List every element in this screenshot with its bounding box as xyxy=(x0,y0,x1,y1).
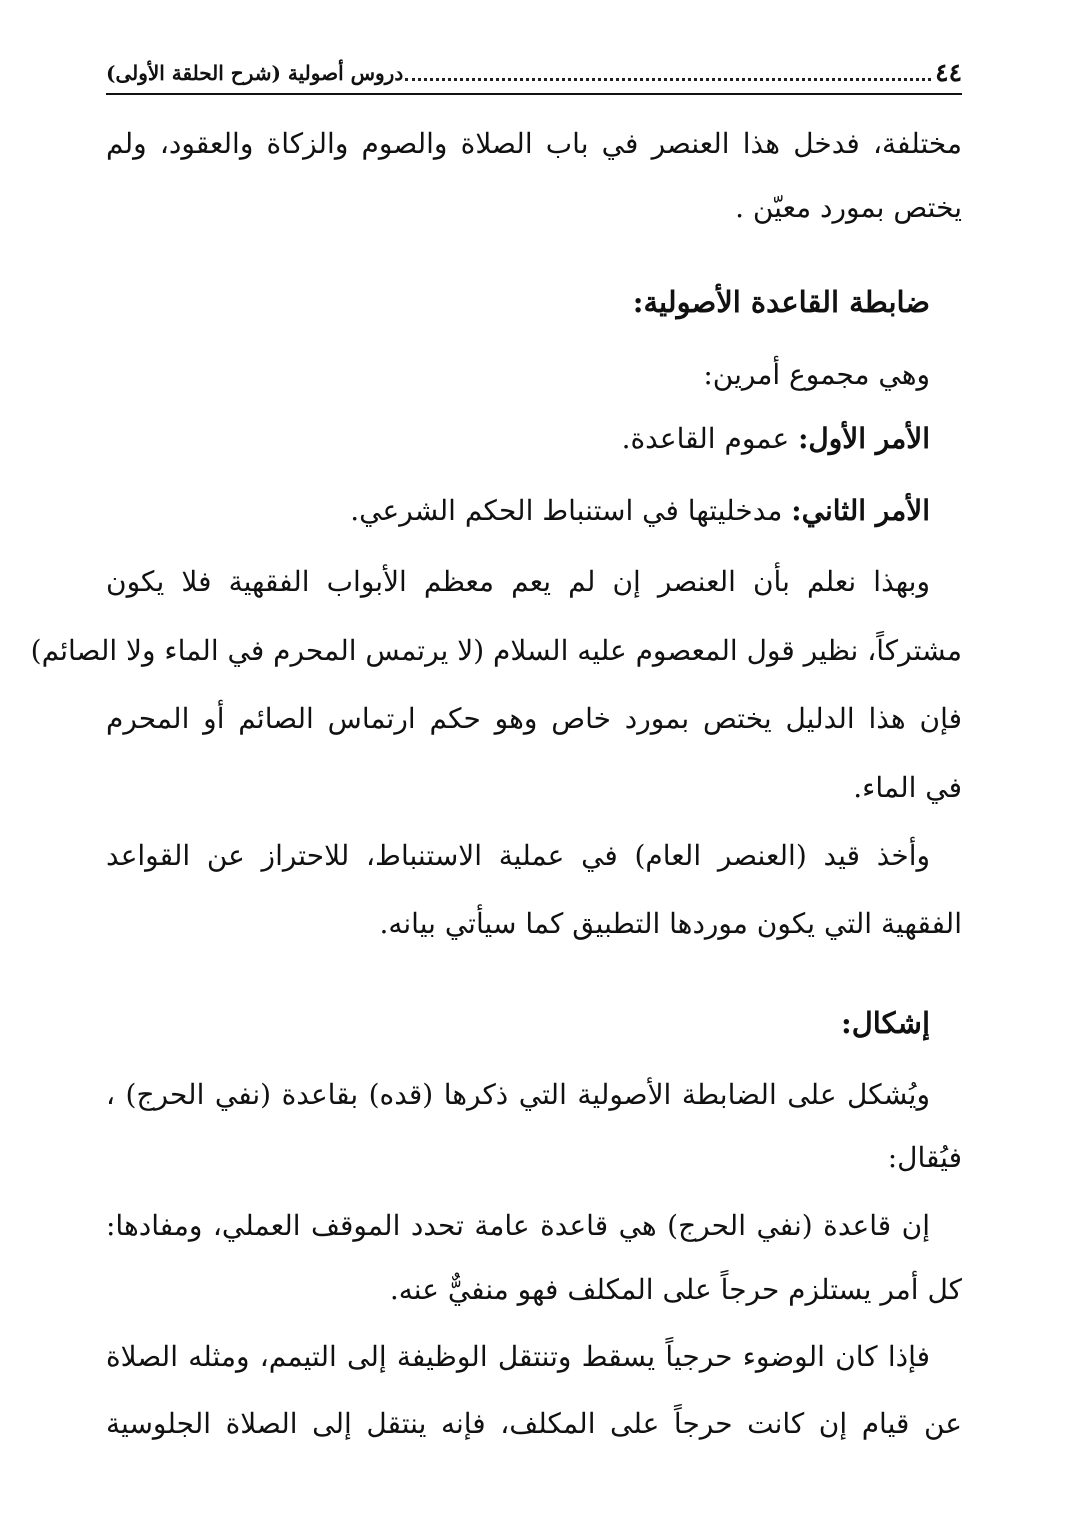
section-heading: إشكال: xyxy=(841,1006,930,1040)
page-number: ٤٤ xyxy=(935,58,962,87)
text-line: فإن هذا الدليل يختص بمورد خاص وهو حكم ارتماس الصائم أو المحرم xyxy=(106,702,962,735)
text-line: الفقهية التي يكون موردها التطبيق كما سيأتي بيانه. xyxy=(379,907,962,940)
text-line: مشتركاً، نظير قول المعصوم عليه السلام (لا يرتمس المحرم في الماء ولا الصائم) xyxy=(30,634,962,667)
text-line: يختص بمورد معيّن . xyxy=(735,191,962,224)
list-item-text: عموم القاعدة. xyxy=(621,422,799,455)
text-line: كل أمر يستلزم حرجاً على المكلف فهو منفيٌّ عنه. xyxy=(389,1273,962,1306)
list-item xyxy=(106,419,962,459)
running-title: دروس أصولية (شرح الحلقة الأولى) xyxy=(106,61,404,85)
list-item-label: الأمر الثاني: xyxy=(791,494,930,527)
text-line: عن قيام إن كانت حرجاً على المكلف، فإنه ينتقل إلى الصلاة الجلوسية xyxy=(106,1407,962,1440)
list-item xyxy=(106,491,962,531)
text-line: مختلفة، فدخل هذا العنصر في باب الصلاة والصوم والزكاة والعقود، ولم xyxy=(106,127,962,160)
text-line: وبهذا نعلم بأن العنصر إن لم يعم معظم الأبواب الفقهية فلا يكون xyxy=(106,565,930,598)
page-header xyxy=(106,44,962,88)
text-line: فإذا كان الوضوء حرجياً يسقط وتنتقل الوظيفة إلى التيمم، ومثله الصلاة xyxy=(106,1340,930,1373)
header-dotted-leader xyxy=(405,78,931,81)
text-line: في الماء. xyxy=(853,771,962,804)
header-rule xyxy=(106,93,962,95)
section-heading: ضابطة القاعدة الأصولية: xyxy=(632,285,930,319)
text-line: ويُشكل على الضابطة الأصولية التي ذكرها (قده) بقاعدة (نفي الحرج) ، xyxy=(106,1078,930,1111)
text-line: فيُقال: xyxy=(887,1141,962,1174)
text-line: وهي مجموع أمرين: xyxy=(703,358,930,391)
list-item-label: الأمر الأول: xyxy=(798,422,930,455)
text-line: إن قاعدة (نفي الحرج) هي قاعدة عامة تحدد الموقف العملي، ومفادها: xyxy=(106,1209,930,1242)
text-line: وأخذ قيد (العنصر العام) في عملية الاستنباط، للاحتراز عن القواعد xyxy=(106,839,930,872)
list-item-text: مدخليتها في استنباط الحكم الشرعي. xyxy=(350,494,792,527)
